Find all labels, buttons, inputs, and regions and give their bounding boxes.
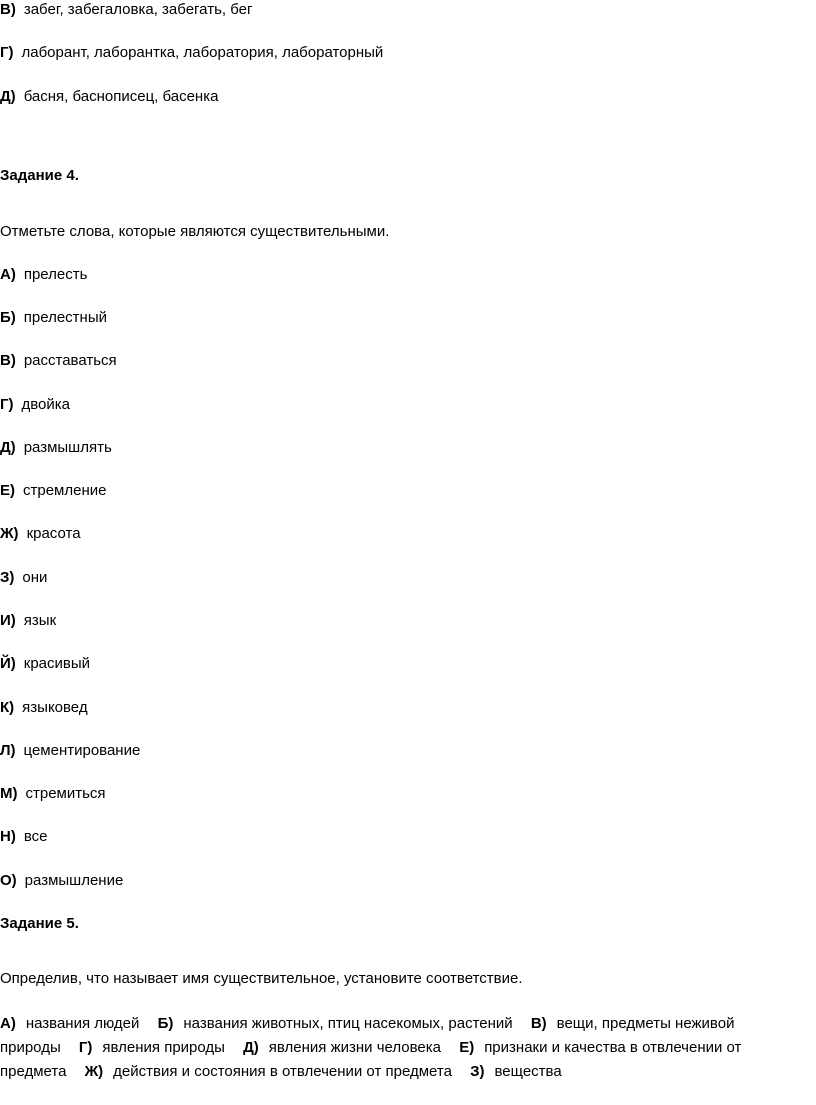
option-text: красивый <box>23 655 91 672</box>
option-letter: К) <box>0 699 15 716</box>
task4-option <box>0 741 140 761</box>
task4-option <box>0 265 87 285</box>
item-text: вещи, предметы неживой природы <box>0 1015 735 1056</box>
item-text: названия животных, птиц насекомых, растений <box>183 1015 513 1032</box>
option-letter: О) <box>0 872 17 889</box>
option-letter: Л) <box>0 742 16 759</box>
item-text: явления жизни человека <box>268 1039 442 1056</box>
task4-option <box>0 524 81 544</box>
item-letter: Г) <box>78 1039 93 1056</box>
option-letter: М) <box>0 785 18 802</box>
option-text: все <box>23 828 48 845</box>
task4-title: Задание 4. <box>0 167 79 184</box>
item-letter: Ж) <box>84 1063 104 1080</box>
task5-items-paragraph <box>0 1012 800 1084</box>
item-text: вещества <box>494 1063 562 1080</box>
option-letter: Ж) <box>0 525 19 542</box>
option-text: язык <box>23 612 57 629</box>
item-letter: А) <box>0 1015 16 1032</box>
task4-option <box>0 827 47 847</box>
item-letter: Б) <box>157 1015 174 1032</box>
task4-option <box>0 654 90 674</box>
option-letter: Д) <box>0 439 16 456</box>
item-letter: Д) <box>243 1039 259 1056</box>
task4-option <box>0 308 107 328</box>
option-text: языковед <box>22 699 88 716</box>
option-text: двойка <box>21 396 71 413</box>
task4-option <box>0 784 106 804</box>
task4-option <box>0 395 70 415</box>
option-letter: Б) <box>0 309 16 326</box>
task4-option <box>0 351 117 371</box>
task4-instruction: Отметьте слова, которые являются существительными. <box>0 223 390 240</box>
task4-option <box>0 698 88 718</box>
option-text: расставаться <box>23 352 117 369</box>
option-v-top <box>0 0 252 20</box>
task4-option <box>0 438 112 458</box>
option-letter: В) <box>0 1 16 18</box>
option-letter: Д) <box>0 88 16 105</box>
option-letter: А) <box>0 266 16 283</box>
task4-option <box>0 871 123 891</box>
option-text: размышление <box>24 872 124 889</box>
task4-option <box>0 568 47 588</box>
item-letter: З) <box>470 1063 485 1080</box>
option-text: забег, забегаловка, забегать, бег <box>23 1 253 18</box>
option-text: цементирование <box>23 742 141 759</box>
task4-option <box>0 481 106 501</box>
option-letter: Й) <box>0 655 16 672</box>
task5-title: Задание 5. <box>0 915 79 932</box>
task5-instruction: Определив, что называет имя существительное, установите соответствие. <box>0 970 523 987</box>
option-text: размышлять <box>23 439 112 456</box>
option-letter: Г) <box>0 44 14 61</box>
option-text: стремиться <box>25 785 106 802</box>
option-text: прелесть <box>23 266 88 283</box>
option-letter: И) <box>0 612 16 629</box>
item-text: явления природы <box>102 1039 225 1056</box>
option-letter: Г) <box>0 396 14 413</box>
option-text: стремление <box>23 482 107 499</box>
option-text: лаборант, лаборантка, лаборатория, лабораторный <box>21 44 384 61</box>
option-letter: В) <box>0 352 16 369</box>
option-text: они <box>22 569 48 586</box>
item-letter: В) <box>530 1015 547 1032</box>
option-text: басня, баснописец, басенка <box>23 88 219 105</box>
item-text: признаки и качества в отвлечении от предмета <box>0 1039 742 1080</box>
item-text: действия и состояния в отвлечении от предмета <box>113 1063 452 1080</box>
option-letter: Е) <box>0 482 15 499</box>
option-text: прелестный <box>23 309 107 326</box>
option-g-top <box>0 43 383 63</box>
item-text: названия людей <box>25 1015 140 1032</box>
task4-option <box>0 611 56 631</box>
option-letter: З) <box>0 569 15 586</box>
option-d-top <box>0 87 218 107</box>
option-letter: Н) <box>0 828 16 845</box>
option-text: красота <box>26 525 81 542</box>
item-letter: Е) <box>459 1039 475 1056</box>
